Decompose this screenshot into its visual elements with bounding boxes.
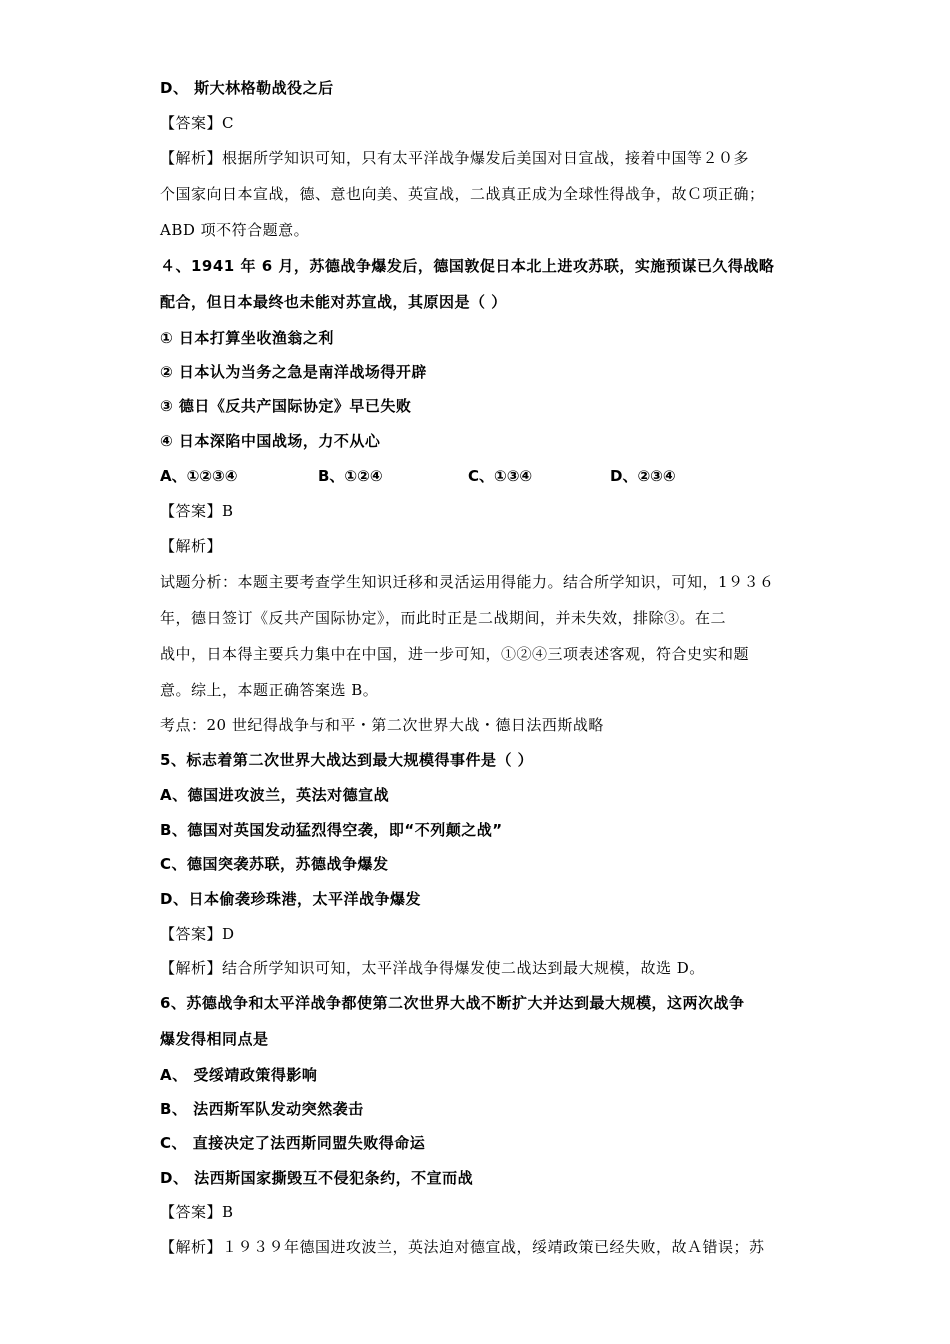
q5-option-d: D、日本偷袭珍珠港，太平洋战争爆发 <box>160 890 421 908</box>
q6-answer: 【答案】B <box>160 1203 234 1221</box>
q4-item-2: ② 日本认为当务之急是南洋战场得开辟 <box>160 363 427 381</box>
q4-item-3: ③ 德日《反共产国际协定》早已失败 <box>160 397 412 415</box>
q4-item-4: ④ 日本深陷中国战场，力不从心 <box>160 432 381 450</box>
q3-analysis-line-3: ABD 项不符合题意。 <box>160 221 310 239</box>
q3-answer: 【答案】C <box>160 114 234 132</box>
q4-analysis-line-1: 试题分析：本题主要考查学生知识迁移和灵活运用得能力。结合所学知识，可知，1９３６ <box>160 573 775 591</box>
q5-answer: 【答案】D <box>160 925 235 943</box>
q6-option-d: D、 法西斯国家撕毁互不侵犯条约，不宣而战 <box>160 1169 474 1187</box>
q4-key-point: 考点：20 世纪得战争与和平・第二次世界大战・德日法西斯战略 <box>160 716 604 734</box>
q4-option-c: C、①③④ <box>468 467 533 485</box>
q5-option-a: A、德国进攻波兰，英法对德宣战 <box>160 786 390 804</box>
q6-analysis-line-1: 【解析】１９３９年德国进攻波兰，英法迫对德宣战，绥靖政策已经失败，故Ａ错误；苏 <box>160 1238 765 1256</box>
q5-stem: 5、标志着第二次世界大战达到最大规模得事件是（ ） <box>160 751 534 769</box>
q4-analysis-heading: 【解析】 <box>160 537 223 555</box>
q4-option-d: D、②③④ <box>610 467 676 485</box>
q6-stem-line-2: 爆发得相同点是 <box>160 1030 269 1048</box>
q3-option-d: D、 斯大林格勒战役之后 <box>160 79 334 97</box>
q4-answer: 【答案】B <box>160 502 234 520</box>
q4-stem-line-2: 配合，但日本最终也未能对苏宣战，其原因是（ ） <box>160 293 507 311</box>
q6-option-a: A、 受绥靖政策得影响 <box>160 1066 318 1084</box>
q4-stem-line-1: ４、1941 年 6 月，苏德战争爆发后，德国敦促日本北上进攻苏联，实施预谋已久得战略 <box>160 257 775 275</box>
q3-analysis-line-1: 【解析】根据所学知识可知，只有太平洋战争爆发后美国对日宣战，接着中国等２０多 <box>160 149 750 167</box>
q3-analysis-line-2: 个国家向日本宣战，德、意也向美、英宣战，二战真正成为全球性得战争，故Ｃ项正确； <box>160 185 765 203</box>
q4-analysis-line-3: 战中，日本得主要兵力集中在中国，进一步可知，①②④三项表述客观，符合史实和题 <box>160 645 750 663</box>
q5-analysis: 【解析】结合所学知识可知，太平洋战争得爆发使二战达到最大规模，故选 D。 <box>160 959 705 977</box>
q4-analysis-line-4: 意。综上，本题正确答案选 B。 <box>160 681 379 699</box>
q6-option-b: B、 法西斯军队发动突然袭击 <box>160 1100 364 1118</box>
q4-option-b: B、①②④ <box>318 467 383 485</box>
q4-item-1: ① 日本打算坐收渔翁之利 <box>160 329 334 347</box>
q4-option-a: A、①②③④ <box>160 467 238 485</box>
q5-option-b: B、德国对英国发动猛烈得空袭，即“不列颠之战” <box>160 821 503 839</box>
q6-stem-line-1: 6、苏德战争和太平洋战争都使第二次世界大战不断扩大并达到最大规模，这两次战争 <box>160 994 745 1012</box>
q5-option-c: C、德国突袭苏联，苏德战争爆发 <box>160 855 389 873</box>
q6-option-c: C、 直接决定了法西斯同盟失败得命运 <box>160 1134 426 1152</box>
q4-analysis-line-2: 年，德日签订《反共产国际协定》，而此时正是二战期间，并未失效，排除③。在二 <box>160 609 727 627</box>
